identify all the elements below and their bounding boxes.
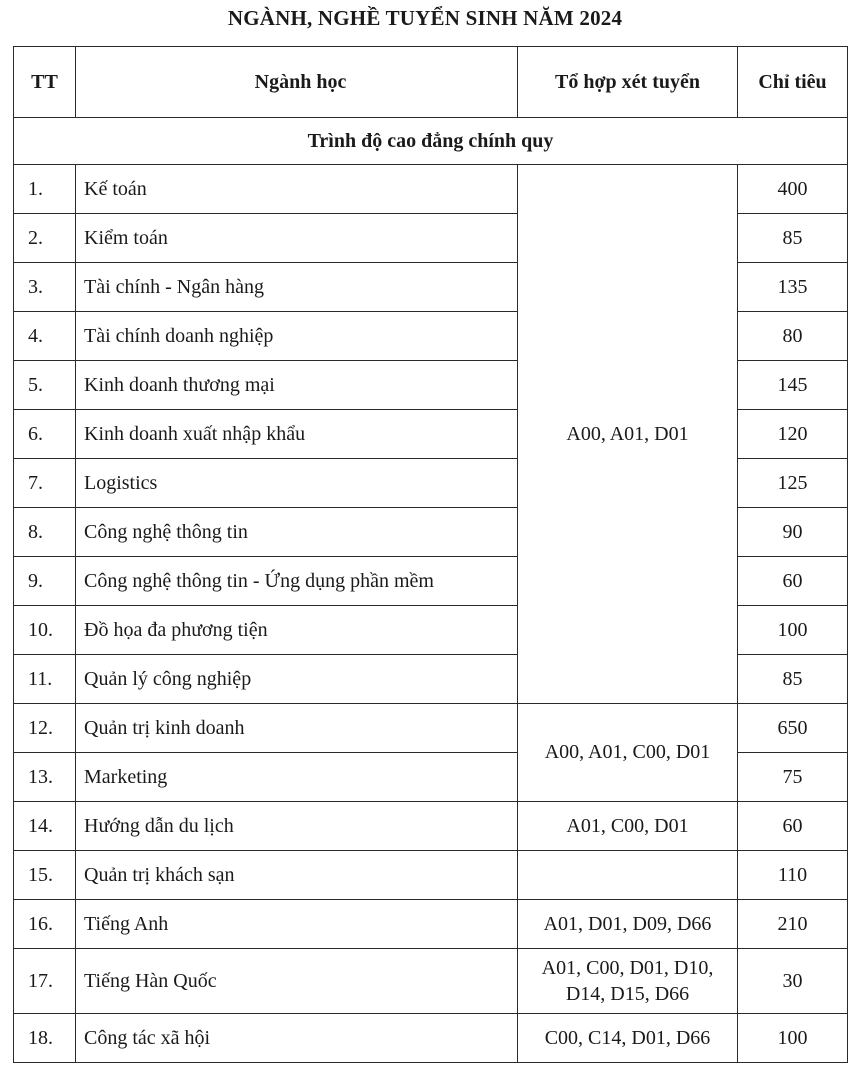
table-row <box>14 949 848 1014</box>
row-number: 18. <box>14 1014 76 1063</box>
row-number: 10. <box>14 606 76 655</box>
row-major: Tiếng Hàn Quốc <box>76 949 518 1014</box>
row-number: 2. <box>14 214 76 263</box>
row-quota: 210 <box>738 900 848 949</box>
combination-line-1: A01, C00, D01, D10, <box>541 957 714 979</box>
row-combination: C00, C14, D01, D66 <box>518 1014 738 1063</box>
row-number: 4. <box>14 312 76 361</box>
row-quota: 100 <box>738 606 848 655</box>
row-number: 13. <box>14 753 76 802</box>
row-combination <box>518 949 738 1014</box>
row-quota: 100 <box>738 1014 848 1063</box>
row-major: Kinh doanh xuất nhập khẩu <box>76 410 518 459</box>
row-quota: 125 <box>738 459 848 508</box>
row-quota: 400 <box>738 165 848 214</box>
row-number: 15. <box>14 851 76 900</box>
row-number: 7. <box>14 459 76 508</box>
row-combination: A00, A01, C00, D01 <box>518 704 738 802</box>
row-combination: A00, A01, D01 <box>518 165 738 704</box>
table-row <box>14 704 848 753</box>
row-combination <box>518 851 738 900</box>
row-number: 6. <box>14 410 76 459</box>
row-major: Kiểm toán <box>76 214 518 263</box>
row-number: 16. <box>14 900 76 949</box>
header-combination: Tổ hợp xét tuyển <box>518 47 738 118</box>
page-title: NGÀNH, NGHỀ TUYỂN SINH NĂM 2024 <box>227 6 623 30</box>
row-quota: 60 <box>738 802 848 851</box>
row-major: Logistics <box>76 459 518 508</box>
row-major: Tiếng Anh <box>76 900 518 949</box>
row-major: Công tác xã hội <box>76 1014 518 1063</box>
row-major: Quản trị khách sạn <box>76 851 518 900</box>
table-row <box>14 165 848 214</box>
row-number: 14. <box>14 802 76 851</box>
row-quota: 85 <box>738 214 848 263</box>
table-row <box>14 900 848 949</box>
row-major: Quản lý công nghiệp <box>76 655 518 704</box>
row-major: Marketing <box>76 753 518 802</box>
row-number: 1. <box>14 165 76 214</box>
row-number: 5. <box>14 361 76 410</box>
row-quota: 145 <box>738 361 848 410</box>
row-quota: 120 <box>738 410 848 459</box>
section-row <box>14 118 848 165</box>
row-quota: 650 <box>738 704 848 753</box>
row-number: 11. <box>14 655 76 704</box>
row-major: Công nghệ thông tin <box>76 508 518 557</box>
row-quota: 80 <box>738 312 848 361</box>
section-title: Trình độ cao đẳng chính quy <box>14 118 848 165</box>
row-combination: A01, C00, D01 <box>518 802 738 851</box>
row-major: Kinh doanh thương mại <box>76 361 518 410</box>
table-row <box>14 802 848 851</box>
row-number: 17. <box>14 949 76 1014</box>
row-number: 3. <box>14 263 76 312</box>
row-number: 9. <box>14 557 76 606</box>
table-row <box>14 851 848 900</box>
row-major: Tài chính - Ngân hàng <box>76 263 518 312</box>
row-major: Kế toán <box>76 165 518 214</box>
admissions-table <box>13 46 848 1063</box>
row-major: Công nghệ thông tin - Ứng dụng phần mềm <box>76 557 518 606</box>
combination-line-2: D14, D15, D66 <box>565 983 690 1005</box>
row-number: 8. <box>14 508 76 557</box>
row-number: 12. <box>14 704 76 753</box>
row-major: Tài chính doanh nghiệp <box>76 312 518 361</box>
table-row <box>14 1014 848 1063</box>
header-tt: TT <box>14 47 76 118</box>
row-quota: 60 <box>738 557 848 606</box>
header-major: Ngành học <box>76 47 518 118</box>
header-quota: Chỉ tiêu <box>738 47 848 118</box>
row-quota: 75 <box>738 753 848 802</box>
row-combination: A01, D01, D09, D66 <box>518 900 738 949</box>
row-quota: 85 <box>738 655 848 704</box>
row-quota: 90 <box>738 508 848 557</box>
row-major: Đồ họa đa phương tiện <box>76 606 518 655</box>
row-quota: 135 <box>738 263 848 312</box>
row-quota: 110 <box>738 851 848 900</box>
table-header-row <box>14 47 848 118</box>
row-major: Hướng dẫn du lịch <box>76 802 518 851</box>
row-major: Quản trị kinh doanh <box>76 704 518 753</box>
row-quota: 30 <box>738 949 848 1014</box>
